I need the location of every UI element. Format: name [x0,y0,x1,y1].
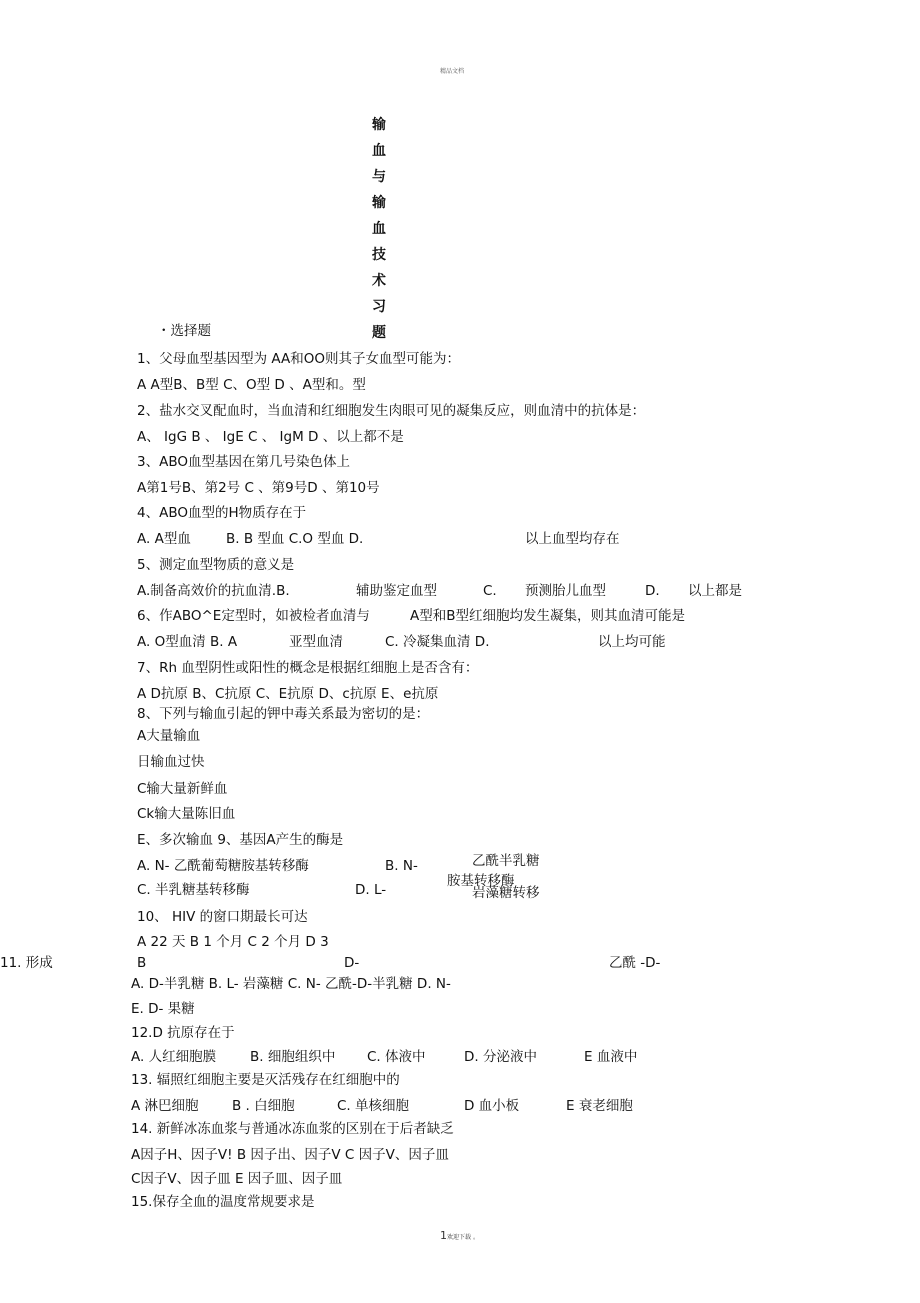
question-8: 8、下列与输血引起的钾中毒关系最为密切的是： [137,706,430,722]
question-5: 5、测定血型物质的意义是 [137,557,295,573]
question-14: 14. 新鲜冰冻血浆与普通冰冻血浆的区别在于后者缺乏 [131,1121,454,1137]
title-char: 习 [372,299,386,315]
footer-text: 欢迎下载 [447,1234,472,1241]
question-5-option-a: A.制备高效价的抗血清.B. [137,583,290,599]
question-15: 15.保存全血的温度常规要求是 [131,1194,315,1210]
question-6-option-b-text: 亚型血清 [289,634,343,650]
question-5-option-b-text: 辅助鉴定血型 [356,583,437,599]
question-1-options: A A型B、B型 C、O型 D 、A型和。型 [137,377,366,393]
question-2: 2、盐水交叉配血时，当血清和红细胞发生肉眼可见的凝集反应，则血清中的抗体是： [137,403,646,419]
question-13-option-e: E 衰老细胞 [566,1098,633,1114]
question-2-options: A、 IgG B 、 IgE C 、 IgM D 、以上都不是 [137,429,404,445]
question-12-option-d: D. 分泌液中 [464,1049,537,1065]
question-9-option-b-text2: 胺基转移酶 [447,873,515,889]
question-3-options: A第1号B、第2号 C 、第9号D 、第10号 [137,480,380,496]
page-header: 精品文档 [440,68,465,75]
question-9-option-d-text: 岩藻糖转移 [472,885,540,901]
title-char: 血 [372,143,386,159]
question-11-options: A. D-半乳糖 B. L- 岩藻糖 C. N- 乙酰-D-半乳糖 D. N- [131,976,451,992]
question-11-fragment-d: D- [344,955,360,971]
question-8-option-a: A大量输血 [137,728,201,744]
question-4-option-a: A. A型血 [137,531,191,547]
question-6-option-ab: A. O型血清 B. A [137,634,238,650]
question-8-option-e-question-9: E、多次输血 9、基因A产生的酶是 [137,832,344,848]
question-9-option-b: B. N- [385,858,418,874]
question-13-option-c: C. 单核细胞 [337,1098,410,1114]
question-13: 13. 辐照红细胞主要是灭活残存在红细胞中的 [131,1072,400,1088]
question-9-option-b-text1: 乙酰半乳糖 [472,853,540,869]
question-13-option-a: A 淋巴细胞 [131,1098,199,1114]
question-10: 10、 HIV 的窗口期最长可达 [137,909,308,925]
question-9-option-c: C. 半乳糖基转移酶 [137,882,250,898]
question-4: 4、ABO血型的H物质存在于 [137,505,307,521]
question-6-part2: A型和B型红细胞均发生凝集，则其血清可能是 [410,608,685,624]
question-7-options: A D抗原 B、C抗原 C、E抗原 D、c抗原 E、e抗原 [137,686,439,702]
question-13-option-d: D 血小板 [464,1098,520,1114]
section-heading: ・选择题 [157,323,211,339]
question-11-label: 11. 形成 [0,955,53,971]
page-footer [440,1229,479,1242]
question-8-option-b: 日输血过快 [137,754,205,770]
question-9-option-a: A. N- 乙酰葡萄糖胺基转移酶 [137,858,309,874]
question-8-option-d: Ck输大量陈旧血 [137,806,236,822]
title-char: 技 [372,247,386,263]
question-5-option-d: D. [645,583,660,599]
question-6-part1: 6、作ABO^E定型时，如被检者血清与 [137,608,370,624]
title-char: 与 [372,169,386,185]
vertical-title [372,112,386,346]
question-12-option-c: C. 体液中 [367,1049,426,1065]
title-char: 输 [372,117,386,133]
title-char: 血 [372,221,386,237]
question-5-option-c: C. [483,583,497,599]
question-5-option-d-text: 以上都是 [688,583,742,599]
question-4-option-bcd: B. B 型血 C.O 型血 D. [226,531,364,547]
question-6-option-d-text: 以上均可能 [598,634,666,650]
question-13-option-b: B . 白细胞 [232,1098,295,1114]
question-11-fragment-b: B [137,955,147,971]
page-number: 1 [440,1229,447,1242]
question-9-option-d-text-clipped [472,885,540,901]
question-5-option-c-text: 预测胎儿血型 [525,583,606,599]
question-14-options-ce: C因子V、因子皿 E 因子皿、因子皿 [131,1171,343,1187]
question-7: 7、Rh 血型阴性或阳性的概念是根据红细胞上是否含有： [137,660,479,676]
footer-dot: 。 [472,1234,479,1241]
question-12-option-a: A. 人红细胞膜 [131,1049,217,1065]
question-14-options-abc: A因子H、因子V! B 因子出、因子V C 因子V、因子皿 [131,1147,449,1163]
question-11-fragment-acetyl: 乙酰 -D- [609,955,661,971]
question-3: 3、ABO血型基因在第几号染色体上 [137,454,350,470]
question-1: 1、父母血型基因型为 AA和OO则其子女血型可能为： [137,351,460,367]
question-9-option-d: D. L- [355,882,387,898]
question-12: 12.D 抗原存在于 [131,1025,235,1041]
question-8-option-c: C输大量新鲜血 [137,781,228,797]
question-6-option-cd: C. 冷凝集血清 D. [385,634,490,650]
title-char: 输 [372,195,386,211]
question-11-option-e: E. D- 果糖 [131,1001,195,1017]
question-10-options: A 22 天 B 1 个月 C 2 个月 D 3 [137,934,329,950]
question-12-option-b: B. 细胞组织中 [250,1049,336,1065]
question-4-option-d-text: 以上血型均存在 [525,531,620,547]
question-12-option-e: E 血液中 [584,1049,638,1065]
title-char: 术 [372,273,386,289]
title-char: 题 [372,325,386,341]
